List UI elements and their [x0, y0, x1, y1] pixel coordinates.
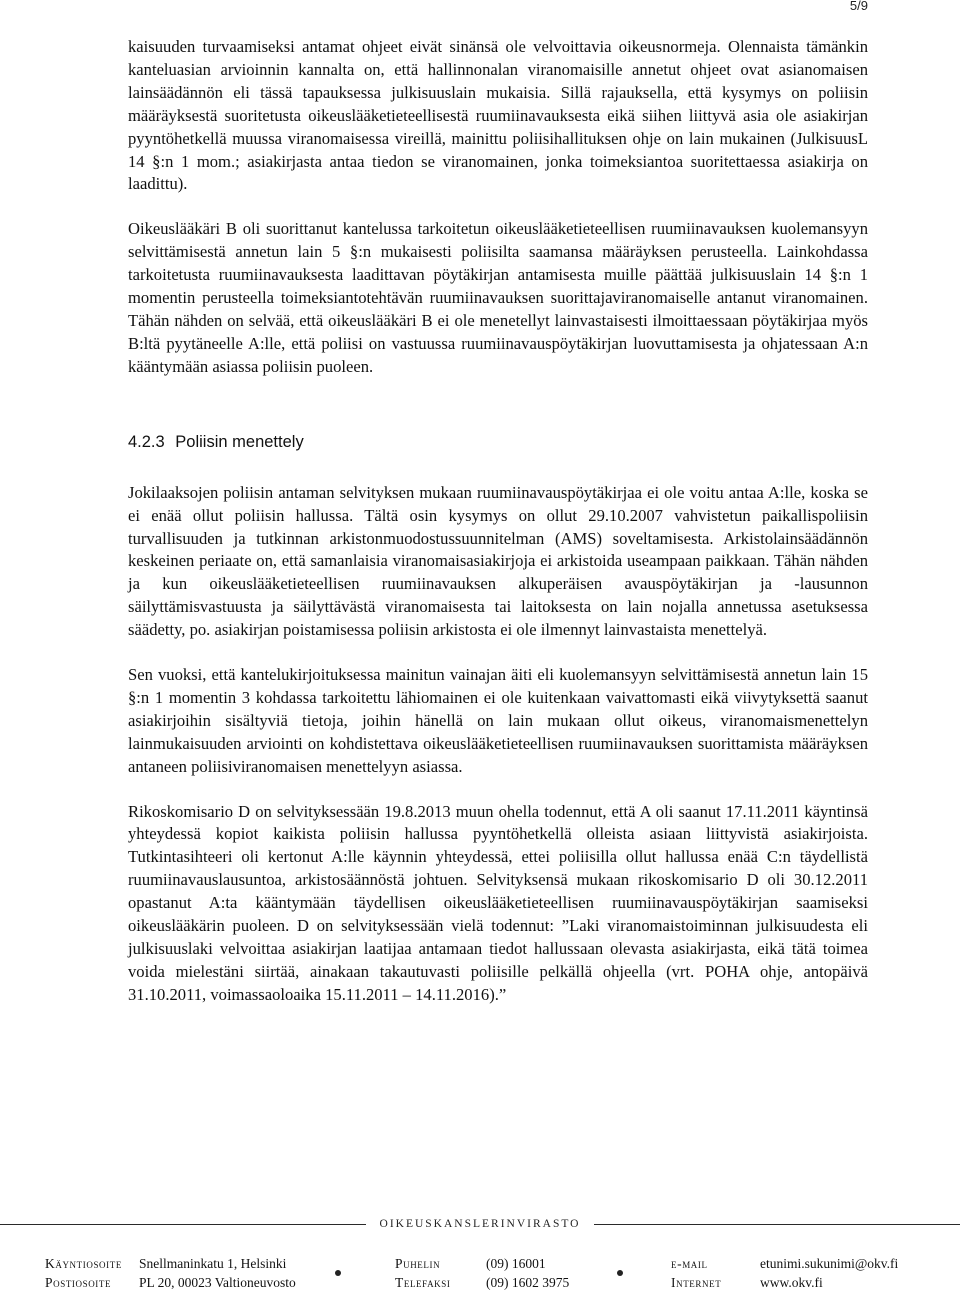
email-label: e-mail: [671, 1256, 708, 1271]
separator-dot: [617, 1270, 623, 1276]
internet-value: www.okv.fi: [760, 1275, 823, 1290]
postal-address-label: Postiosoite: [45, 1275, 112, 1290]
footer-labels-web: [671, 1254, 721, 1292]
footer-labels-address: [45, 1254, 122, 1292]
phone-value: (09) 16001: [486, 1256, 546, 1271]
paragraph: Oikeuslääkäri B oli suorittanut kantelussa tarkoitetun oikeuslääketieteellisen ruumiinavauksen kuolemansyyn selvittämisestä annetun lain 5 §:n mukaisesti poliisilta saamansa määräyksen perusteella. Lainkohdassa tarkoitetusta ruumiinavauksesta laadittavan pöytäkirjan antamisesta muille päättää julkisuuslain 14 §:n 1 momentin perusteella toimeksiantotehtävän ruumiinavauksen suorittajaviranomaiselle antanut viranomainen. Tähän nähden on selvää, että oikeuslääkäri B ei ole menetellyt lainvastaisesti ilmoittaessaan pöytäkirjaa myös B:ltä pyytäneelle A:lle, että poliisi on vastuussa ruumiinavauspöytäkirjan luovuttamisesta ja ohjatessaan A:n kääntymään asiassa poliisin puoleen.: [128, 219, 868, 376]
section-heading: [128, 433, 868, 452]
postal-address-value: PL 20, 00023 Valtioneuvosto: [139, 1275, 296, 1290]
page-number: 5/9: [849, 0, 868, 13]
footer-values-phone: [486, 1254, 569, 1292]
organization-name: OIKEUSKANSLERINVIRASTO: [366, 1218, 595, 1230]
paragraph: Sen vuoksi, että kantelukirjoituksessa mainitun vainajan äiti eli kuolemansyyn selvittämisestä annetun lain 15 §:n 1 momentin 3 kohdassa tarkoitettu lähiomainen ei ole kuitenkaan vaivattomasti eikä viivytyksettä saanut asiakirjoihin sisältyviä tietoja, joihin hänellä on lain mukaan ollut oikeus, viranomaismenettelyn lainmukaisuuden arviointi on kohdistettava oikeuslääketieteellisen ruumiinavauksen suorittamista määräyksen antaneen poliisiviranomaisen menettelyyn asiassa.: [128, 665, 868, 776]
phone-label: Puhelin: [395, 1256, 441, 1271]
email-value: etunimi.sukunimi@okv.fi: [760, 1256, 899, 1271]
separator-dot: [335, 1270, 341, 1276]
footer-organization: [0, 1214, 960, 1232]
internet-label: Internet: [671, 1275, 722, 1290]
footer-contact: [0, 1254, 960, 1294]
footer-values-web: [760, 1254, 898, 1292]
footer-values-address: [139, 1254, 296, 1292]
paragraph: Jokilaaksojen poliisin antaman selvityksen mukaan ruumiinavauspöytäkirjaa ei ole voitu antaa A:lle, koska se ei enää ollut poliisin hallussa. Tältä osin kysymys on ollut 29.10.2007 vahvistetun paikallispoliisin turvallisuuden ja tutkinnan arkistonmuodostussuunnitelman (AMS) soveltamisesta. Arkistolainsäädännön keskeinen periaate on, että samanlaisia viranomaisasiakirjoja ei arkistoida useampaan paikkaan. Tähän nähden ja kun oikeuslääketieteellisen ruumiinavauksen alkuperäisen avauspöytäkirjan ja -lausunnon säilyttämisvastuusta ja säilyttävästä viranomaisesta tai laitoksesta on lain nojalla annetussa asetuksessa säädetty, po. asiakirjan poistamisessa poliisin arkistosta ei ole ilmennyt lainvastaista menettelyä.: [128, 482, 868, 640]
document-body: [128, 36, 868, 1007]
paragraph: Rikoskomisario D on selvityksessään 19.8.2013 muun ohella todennut, että A oli saanut 17.11.2011 käyntinsä yhteydessä kopiot kaikista poliisin hallussa pyyntöhetkellä olleista asiaan liittyvistä asiakirjoista. Tutkintasihteeri oli kertonut A:lle käynnin yhteydessä, ettei poliisilla ollut hallussa enää C:n täydellistä ruumiinavauslausuntoa, arkistosäännöstä johtuen. Selvityksensä mukaan rikoskomisario D oli 30.12.2011 opastanut A:ta kääntymään täydellisen oikeuslääketieteellisen ruumiinavauspöytäkirjan saamiseksi oikeuslääkärin puoleen. D on selvityksessään vielä todennut: ”Laki viranomaistoiminnan julkisuudesta eli julkisuuslaki velvoittaa asiakirjan laatijaa antamaan tiedot hallussaan olevasta asiakirjasta, eikä tätä toimea voida mielestäni siirtää, ainakaan takautuvasti poliisille pelkällä ohjeella (vrt. POHA ohje, antopäivä 31.10.2011, voimassaoloaika 15.11.2011 – 14.11.2016).”: [128, 801, 868, 1004]
section-number: 4.2.3: [128, 432, 165, 451]
section-title: Poliisin menettely: [175, 432, 304, 451]
fax-value: (09) 1602 3975: [486, 1275, 570, 1290]
footer-labels-phone: [395, 1254, 450, 1292]
visiting-address-label: Käyntiosoite: [45, 1256, 122, 1271]
fax-label: Telefaksi: [395, 1275, 451, 1290]
paragraph: kaisuuden turvaamiseksi antamat ohjeet eivät sinänsä ole velvoittavia oikeusnormeja. Olennaista tämänkin kanteluasian arvioinnin kannalta on, että hallinnonalan viranomaisille annetut ohjeet ovat asianomaisen lainsäädännön eli tässä tapauksessa julkisuuslain mukaisia. Sillä rajauksella, että kysymys on poliisin määräyksestä suoritetusta oikeuslääketieteellisestä ruumiinavauksesta eikä siihen liittyvä asia ole asiakirjan pyyntöhetkellä muussa viranomaisessa vireillä, mainittu poliisihallituksen ohje on lain mukainen (JulkisuusL 14 §:n 1 mom.; asiakirjasta antaa tiedon se viranomainen, jonka toimeksiantoa suoritettaessa asiakirja on laadittu).: [128, 37, 868, 194]
visiting-address-value: Snellmaninkatu 1, Helsinki: [139, 1256, 287, 1271]
